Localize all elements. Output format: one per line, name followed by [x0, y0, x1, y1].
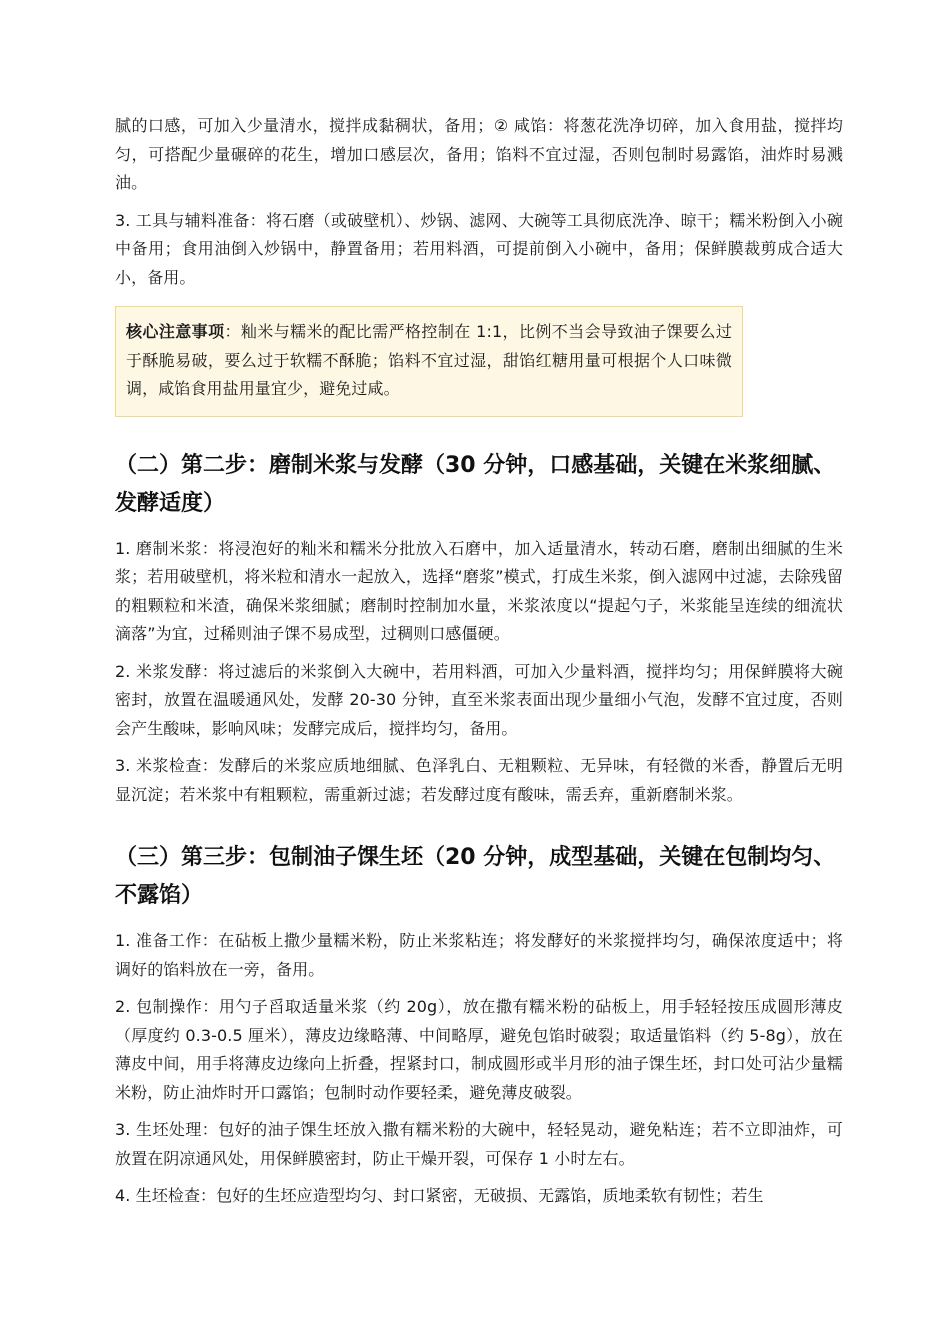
- core-notes-callout: [115, 306, 743, 417]
- section-3-paragraph-1: 1. 准备工作：在砧板上撒少量糯米粉，防止米浆粘连；将发酵好的米浆搅拌均匀，确保浓度适中；将调好的馅料放在一旁，备用。: [115, 931, 843, 979]
- section-3-paragraph-3: 3. 生坯处理：包好的油子馃生坯放入撒有糯米粉的大碗中，轻轻晃动，避免粘连；若不立即油炸，可放置在阴凉通风处，用保鲜膜密封，防止干燥开裂，可保存 1 小时左右。: [115, 1120, 843, 1168]
- section-3-paragraph-2: 2. 包制操作：用勺子舀取适量米浆（约 20g），放在撒有糯米粉的砧板上，用手轻轻按压成圆形薄皮（厚度约 0.3-0.5 厘米），薄皮边缘略薄、中间略厚，避免包馅时破裂；取适量馅料（约 5-8g），放在薄皮中间，用手将薄皮边缘向上折叠，捏紧封口，制成圆形或半月形的油子馃生坯，封口处可沾少量糯米粉，防止油炸时开口露馅；包制时动作要轻柔，避免薄皮破裂。: [115, 997, 843, 1102]
- callout-text: [126, 318, 732, 404]
- tools-prep-paragraph: 3. 工具与辅料准备：将石磨（或破壁机）、炒锅、滤网、大碗等工具彻底洗净、晾干；糯米粉倒入小碗中备用；食用油倒入炒锅中，静置备用；若用料酒，可提前倒入小碗中，备用；保鲜膜裁剪成合适大小，备用。: [115, 210, 843, 287]
- section-2-paragraph-1: 1. 磨制米浆：将浸泡好的籼米和糯米分批放入石磨中，加入适量清水，转动石磨，磨制出细腻的生米浆；若用破壁机，将米粒和清水一起放入，选择“磨浆”模式，打成生米浆，倒入滤网中过滤，去除残留的粗颗粒和米渣，确保米浆细腻；磨制时控制加水量，米浆浓度以“提起勺子，米浆能呈连续的细流状滴落”为宜，过稀则油子馃不易成型，过稠则口感僵硬。: [115, 538, 843, 643]
- section-2-paragraph-2: 2. 米浆发酵：将过滤后的米浆倒入大碗中，若用料酒，可加入少量料酒，搅拌均匀；用保鲜膜将大碗密封，放置在温暖通风处，发酵 20-30 分钟，直至米浆表面出现少量细小气泡，发酵不宜过度，否则会产生酸味，影响风味；发酵完成后，搅拌均匀，备用。: [115, 661, 843, 738]
- section-3-heading: （三）第三步：包制油子馃生坯（20 分钟，成型基础，关键在包制均匀、不露馅）: [115, 845, 836, 908]
- intro-paragraph-1: 腻的口感，可加入少量清水，搅拌成黏稠状，备用；② 咸馅：将葱花洗净切碎，加入食用盐，搅拌均匀，可搭配少量碾碎的花生，增加口感层次，备用；馅料不宜过湿，否则包制时易露馅，油炸时易溅油。: [115, 116, 843, 192]
- section-2-heading: （二）第二步：磨制米浆与发酵（30 分钟，口感基础，关键在米浆细腻、发酵适度）: [115, 452, 836, 516]
- callout-label: 核心注意事项: [126, 322, 225, 341]
- callout-body: ：籼米与糯米的配比需严格控制在 1:1，比例不当会导致油子馃要么过于酥脆易破，要么过于软糯不酥脆；馅料不宜过湿，甜馅红糖用量可根据个人口味微调，咸馅食用盐用量宜少，避免过咸。: [126, 322, 732, 398]
- section-3-paragraph-4: 4. 生坯检查：包好的生坯应造型均匀、封口紧密，无破损、无露馅，质地柔软有韧性；若生: [115, 1186, 764, 1205]
- section-2-paragraph-3: 3. 米浆检查：发酵后的米浆应质地细腻、色泽乳白、无粗颗粒、无异味，有轻微的米香，静置后无明显沉淀；若米浆中有粗颗粒，需重新过滤；若发酵过度有酸味，需丢弃，重新磨制米浆。: [115, 756, 843, 804]
- document-page: [115, 112, 843, 1220]
